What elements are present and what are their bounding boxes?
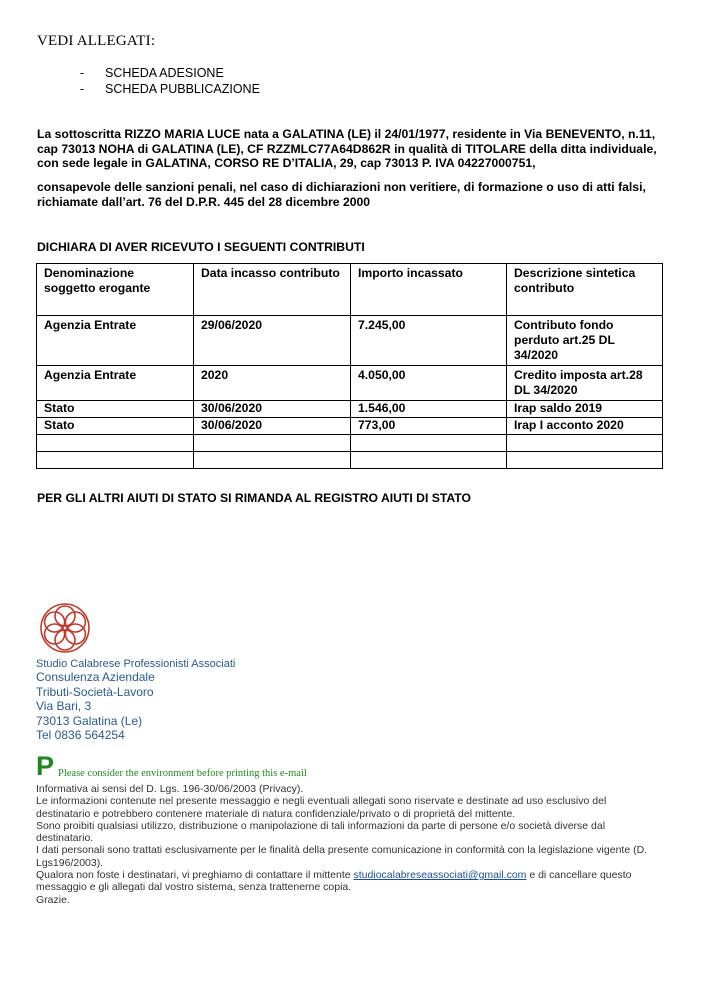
- cell-importo: 773,00: [351, 418, 507, 435]
- privacy-line: Informativa ai sensi del D. Lgs. 196-30/06/2003 (Privacy).: [36, 783, 304, 795]
- environment-p-icon: P: [36, 751, 55, 781]
- table-row: [37, 316, 663, 366]
- cell-importo: 4.050,00: [351, 366, 507, 401]
- cell-importo: [351, 435, 507, 452]
- privacy-line: Lgs196/2003).: [36, 856, 104, 869]
- table-row: [37, 418, 663, 435]
- privacy-line: Sono proibiti qualsiasi utilizzo, distribuzione o manipolazione di tali informazioni da parte di persone e/o società diverse dal: [36, 819, 606, 832]
- cell-ente: Stato: [37, 418, 194, 435]
- declarant-line: cap 73013 NOHA di GALATINA (LE), CF RZZMLC77A64D862R in qualità di TITOLARE della ditta individuale,: [37, 141, 657, 156]
- cell-data: 30/06/2020: [194, 401, 351, 418]
- bullet-dash: -: [80, 82, 85, 96]
- header-text: Descrizione sintetica: [514, 266, 636, 280]
- table-header-row: [37, 264, 663, 316]
- contact-prefix: Qualora non foste i destinatari, vi preghiamo di contattare il mittente: [36, 869, 354, 882]
- privacy-contact-line: [36, 869, 647, 881]
- header-cell-data: [194, 264, 351, 316]
- awareness-line: consapevole delle sanzioni penali, nel caso di dichiarazioni non veritiere, di formazione o uso di atti falsi,: [37, 180, 646, 194]
- attachment-item: [80, 66, 380, 82]
- cell-descrizione: Irap saldo 2019: [507, 401, 663, 418]
- attachment-item: [80, 82, 380, 98]
- environment-text: Please consider the environment before printing this e-mail: [58, 768, 307, 779]
- environment-notice: [36, 751, 307, 779]
- cell-descrizione: Irap I acconto 2020: [507, 418, 663, 435]
- page-title: VEDI ALLEGATI:: [37, 33, 156, 49]
- attachment-label: SCHEDA ADESIONE: [105, 66, 224, 80]
- cell-descrizione: [507, 316, 663, 366]
- section-title: DICHIARA DI AVER RICEVUTO I SEGUENTI CONTRIBUTI: [37, 240, 365, 254]
- declarant-line: con sede legale in GALATINA, CORSO RE D’ITALIA, 29, cap 73013 P. IVA 04227000751,: [37, 156, 536, 170]
- table-row-empty: [37, 435, 663, 452]
- declarant-paragraph: [37, 127, 677, 171]
- header-text: Importo incassato: [358, 266, 463, 280]
- studio-line: Consulenza Aziendale: [36, 670, 155, 684]
- desc-line: 34/2020: [514, 348, 559, 362]
- cell-descrizione: [507, 452, 663, 469]
- cell-data: 2020: [194, 366, 351, 401]
- cell-descrizione: [507, 435, 663, 452]
- email-link[interactable]: studiocalabreseassociati@gmail.com: [353, 869, 527, 882]
- cell-ente: [37, 452, 194, 469]
- cell-descrizione: [507, 366, 663, 401]
- state-aid-remark: PER GLI ALTRI AIUTI DI STATO SI RIMANDA AL REGISTRO AIUTI DI STATO: [37, 491, 471, 505]
- cell-data: [194, 452, 351, 469]
- cell-ente: Stato: [37, 401, 194, 418]
- awareness-paragraph: [37, 180, 677, 209]
- table-row: [37, 366, 663, 401]
- studio-line: Tributi-Società-Lavoro: [36, 684, 154, 699]
- table-row-empty: [37, 452, 663, 469]
- desc-line: Credito imposta art.28: [514, 368, 643, 382]
- contributions-table: [36, 263, 663, 469]
- header-cell-importo: [351, 264, 507, 316]
- privacy-line: destinatario e potrebbero contenere materiale di natura confidenziale/privato o di proprietà del mittente.: [36, 807, 516, 820]
- desc-line: DL 34/2020: [514, 383, 578, 397]
- rosette-logo-icon: [38, 601, 92, 655]
- header-cell-ente: [37, 264, 194, 316]
- cell-ente: [37, 435, 194, 452]
- table-row: [37, 401, 663, 418]
- desc-line: perduto art.25 DL: [514, 333, 615, 347]
- studio-address-block: [36, 670, 155, 743]
- header-cell-descrizione: [507, 264, 663, 316]
- bullet-dash: -: [80, 66, 85, 80]
- cell-ente: Agenzia Entrate: [37, 366, 194, 401]
- desc-line: Contributo fondo: [514, 318, 614, 332]
- declarant-line: La sottoscritta RIZZO MARIA LUCE nata a GALATINA (LE) il 24/01/1977, residente in Via BENEVENTO, n.11,: [37, 127, 656, 141]
- header-text: soggetto erogante: [44, 281, 151, 295]
- studio-logo: [38, 601, 92, 655]
- privacy-line: destinatario.: [36, 832, 94, 845]
- privacy-line: messaggio e gli allegati dal vostro sistema, senza trattenerne copia.: [36, 881, 352, 894]
- header-text: Data incasso contributo: [201, 266, 340, 280]
- studio-line: Tel 0836 564254: [36, 728, 125, 742]
- cell-data: 30/06/2020: [194, 418, 351, 435]
- cell-importo: 7.245,00: [351, 316, 507, 366]
- privacy-line: Grazie.: [36, 893, 70, 906]
- privacy-line: Le informazioni contenute nel presente messaggio e negli eventuali allegati sono riservate e destinate ad uso esclusivo del: [36, 795, 607, 808]
- awareness-line: richiamate dall’art. 76 del D.P.R. 445 del 28 dicembre 2000: [37, 194, 371, 209]
- contact-suffix: e di cancellare questo: [526, 869, 632, 882]
- studio-name: Studio Calabrese Professionisti Associati: [36, 658, 236, 670]
- cell-importo: [351, 452, 507, 469]
- studio-line: 73013 Galatina (Le): [36, 713, 143, 728]
- cell-importo: 1.546,00: [351, 401, 507, 418]
- privacy-notice: [36, 783, 647, 906]
- cell-data: 29/06/2020: [194, 316, 351, 366]
- header-text: contributo: [514, 281, 575, 295]
- cell-ente: Agenzia Entrate: [37, 316, 194, 366]
- studio-line: Via Bari, 3: [36, 699, 92, 713]
- privacy-line: I dati personali sono trattati esclusivamente per le finalità della presente comunicazione in conformità con la legislazione vigente (D.: [36, 844, 648, 857]
- header-text: Denominazione: [44, 266, 135, 280]
- attachment-label: SCHEDA PUBBLICAZIONE: [105, 82, 260, 96]
- cell-data: [194, 435, 351, 452]
